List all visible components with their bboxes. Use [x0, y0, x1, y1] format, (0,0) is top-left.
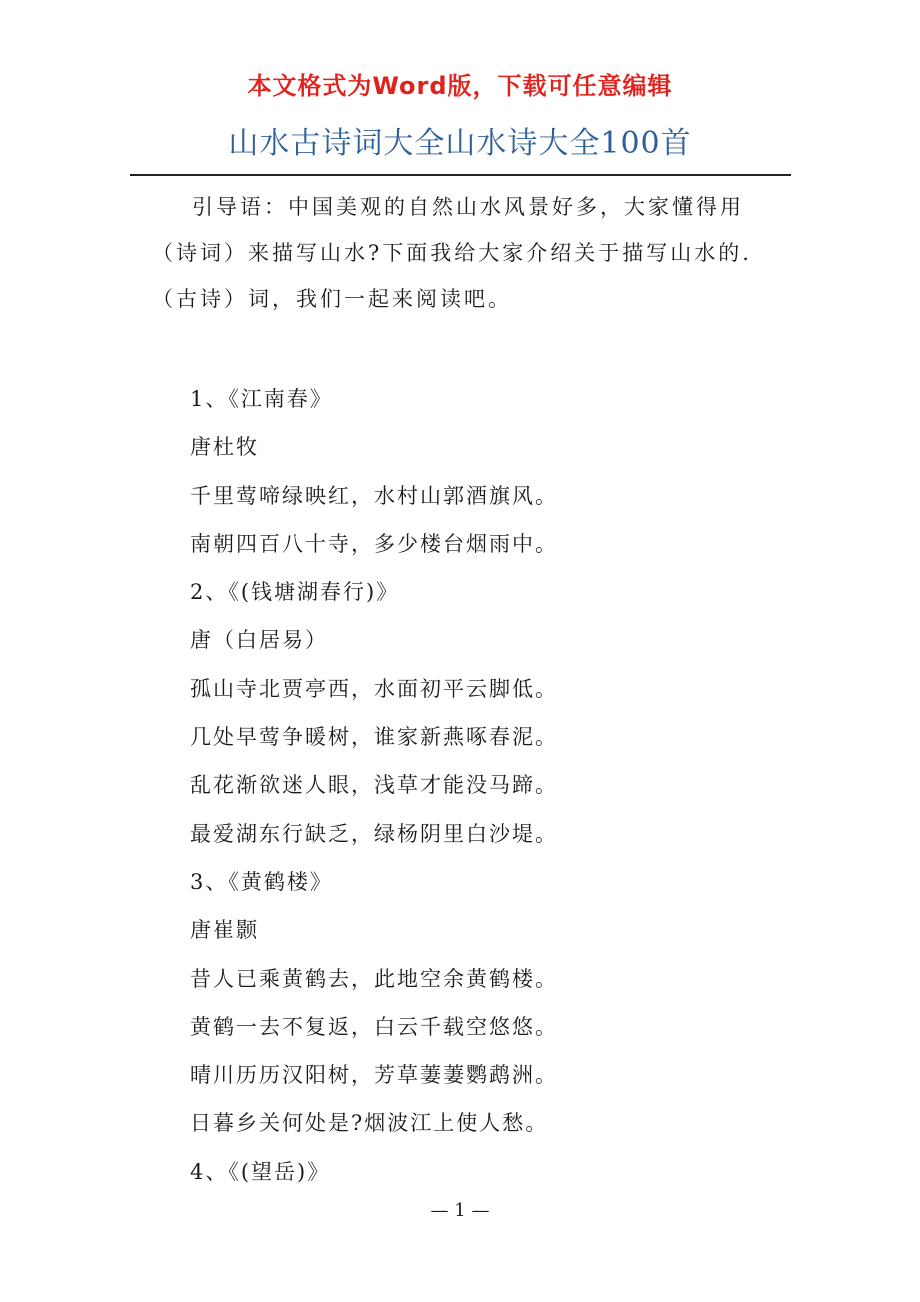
poem-heading: 4、《(望岳)》 — [190, 1159, 331, 1184]
poem-heading: 3、《黄鹤楼》 — [190, 869, 333, 894]
poem-author: 唐崔颢 — [190, 918, 259, 943]
poem-verse: 日暮乡关何处是?烟波江上使人愁。 — [190, 1111, 549, 1136]
poem-heading: 1、《江南春》 — [190, 387, 333, 411]
poem-verse: 千里莺啼绿映红，水村山郭酒旗风。 — [190, 483, 558, 508]
poem-verse: 昔人已乘黄鹤去，此地空余黄鹤楼。 — [190, 966, 558, 991]
poem-verse: 几处早莺争暖树，谁家新燕啄春泥。 — [190, 725, 558, 750]
poem-author: 唐（白居易） — [190, 628, 328, 653]
poem-list — [190, 375, 790, 1196]
page-number: — 1 — — [430, 1200, 490, 1221]
intro-line: 引导语：中国美观的自然山水风景好多，大家懂得用 — [192, 195, 744, 219]
poem-verse: 最爱湖东行缺乏，绿杨阴里白沙堤。 — [190, 821, 558, 846]
poem-verse: 乱花渐欲迷人眼，浅草才能没马蹄。 — [190, 773, 558, 798]
poem-author: 唐杜牧 — [190, 435, 259, 460]
intro-line: （古诗）词，我们一起来阅读吧。 — [152, 287, 512, 311]
poem-heading: 2、《(钱塘湖春行)》 — [190, 580, 400, 605]
poem-verse: 孤山寺北贾亭西，水面初平云脚低。 — [190, 676, 558, 701]
poem-verse: 南朝四百八十寺，多少楼台烟雨中。 — [190, 531, 558, 556]
intro-paragraph — [152, 184, 790, 322]
poem-verse: 黄鹤一去不复返，白云千载空悠悠。 — [190, 1014, 558, 1039]
document-title: 山水古诗词大全山水诗大全100首 — [228, 126, 692, 161]
format-notice-banner: 本文格式为Word版，下载可任意编辑 — [247, 72, 673, 100]
intro-line: （诗词）来描写山水?下面我给大家介绍关于描写山水的. — [152, 241, 752, 265]
title-divider — [130, 174, 791, 176]
poem-verse: 晴川历历汉阳树，芳草萋萋鹦鹉洲。 — [190, 1063, 558, 1088]
